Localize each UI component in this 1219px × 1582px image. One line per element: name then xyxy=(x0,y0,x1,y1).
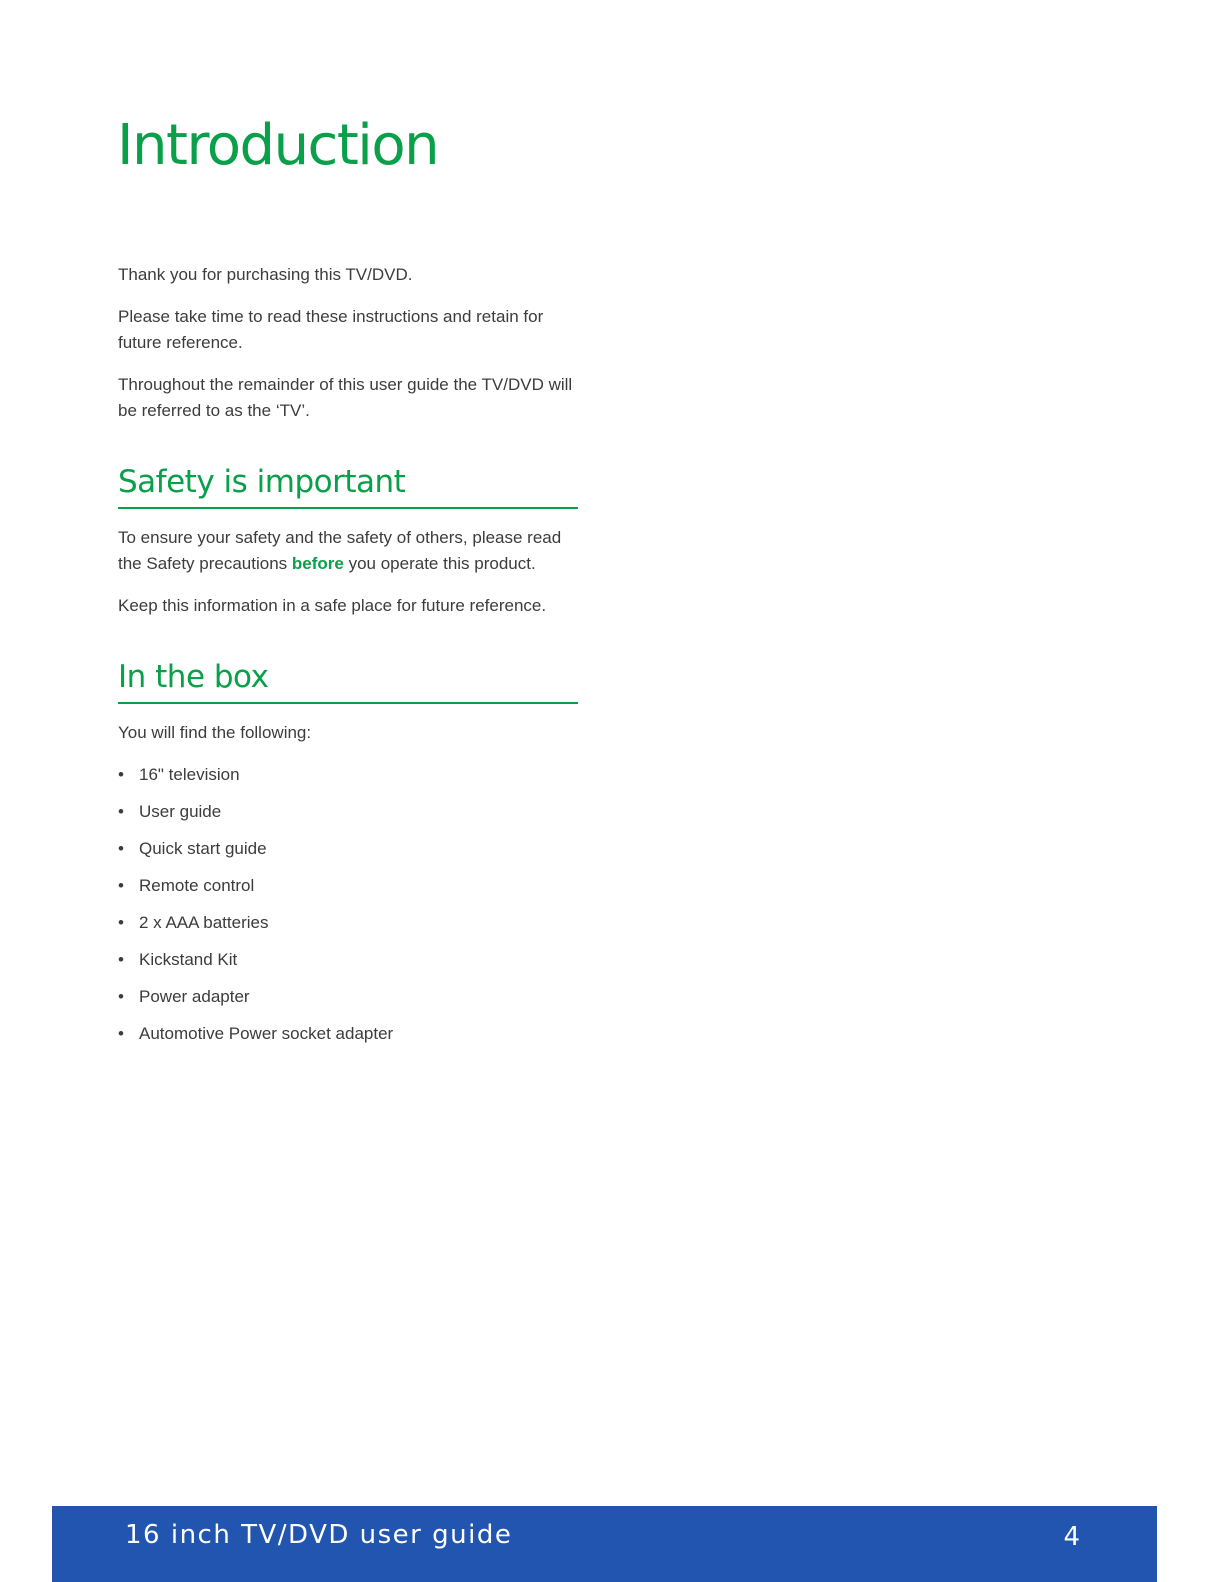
list-item xyxy=(118,984,578,1010)
safety-paragraph-precautions xyxy=(118,525,578,577)
list-item xyxy=(118,910,578,936)
bullet-icon: • xyxy=(118,839,124,859)
list-item xyxy=(118,762,578,788)
intro-paragraph-retain: Please take time to read these instructions and retain for future reference. xyxy=(118,307,544,352)
bullet-icon: • xyxy=(118,802,124,822)
bullet-icon: • xyxy=(118,1024,124,1044)
list-item-text: Quick start guide xyxy=(139,839,267,859)
page-title: Introduction xyxy=(117,113,439,178)
footer-document-title: 16 inch TV/DVD user guide xyxy=(125,1520,513,1550)
safety-paragraph-keep: Keep this information in a safe place for future reference. xyxy=(118,596,547,616)
bullet-icon: • xyxy=(118,765,124,785)
list-item-text: User guide xyxy=(139,802,222,822)
safety-emphasis-before: before xyxy=(291,554,344,574)
safety-section xyxy=(118,525,578,619)
page-number: 4 xyxy=(1063,1522,1080,1552)
page-footer xyxy=(52,1506,1157,1582)
bullet-icon: • xyxy=(118,876,124,896)
list-item-text: 2 x AAA batteries xyxy=(139,913,269,933)
intro-paragraph-thanks: Thank you for purchasing this TV/DVD. xyxy=(118,265,413,284)
list-item-text: Power adapter xyxy=(139,987,250,1007)
list-item-text: Kickstand Kit xyxy=(139,950,238,970)
list-item xyxy=(118,799,578,825)
intro-paragraph-naming: Throughout the remainder of this user guide the TV/DVD will be referred to as the ‘TV’. xyxy=(118,375,573,420)
bullet-icon: • xyxy=(118,950,124,970)
list-item-text: 16" television xyxy=(139,765,240,785)
list-item xyxy=(118,836,578,862)
bullet-icon: • xyxy=(118,913,124,933)
list-item xyxy=(118,947,578,973)
box-contents-list xyxy=(118,762,578,1047)
main-content xyxy=(118,262,578,1058)
safety-heading: Safety is important xyxy=(118,464,578,509)
in-the-box-intro: You will find the following: xyxy=(118,723,312,743)
safety-text-lead: To ensure your safety and the safety of others, please read the Safety precautions xyxy=(118,528,562,574)
list-item xyxy=(118,873,578,899)
list-item-text: Automotive Power socket adapter xyxy=(139,1024,394,1044)
list-item xyxy=(118,1021,578,1047)
safety-text-tail: you operate this product. xyxy=(343,554,536,574)
in-the-box-section xyxy=(118,720,578,1047)
list-item-text: Remote control xyxy=(139,876,255,896)
bullet-icon: • xyxy=(118,987,124,1007)
in-the-box-heading: In the box xyxy=(118,659,578,704)
